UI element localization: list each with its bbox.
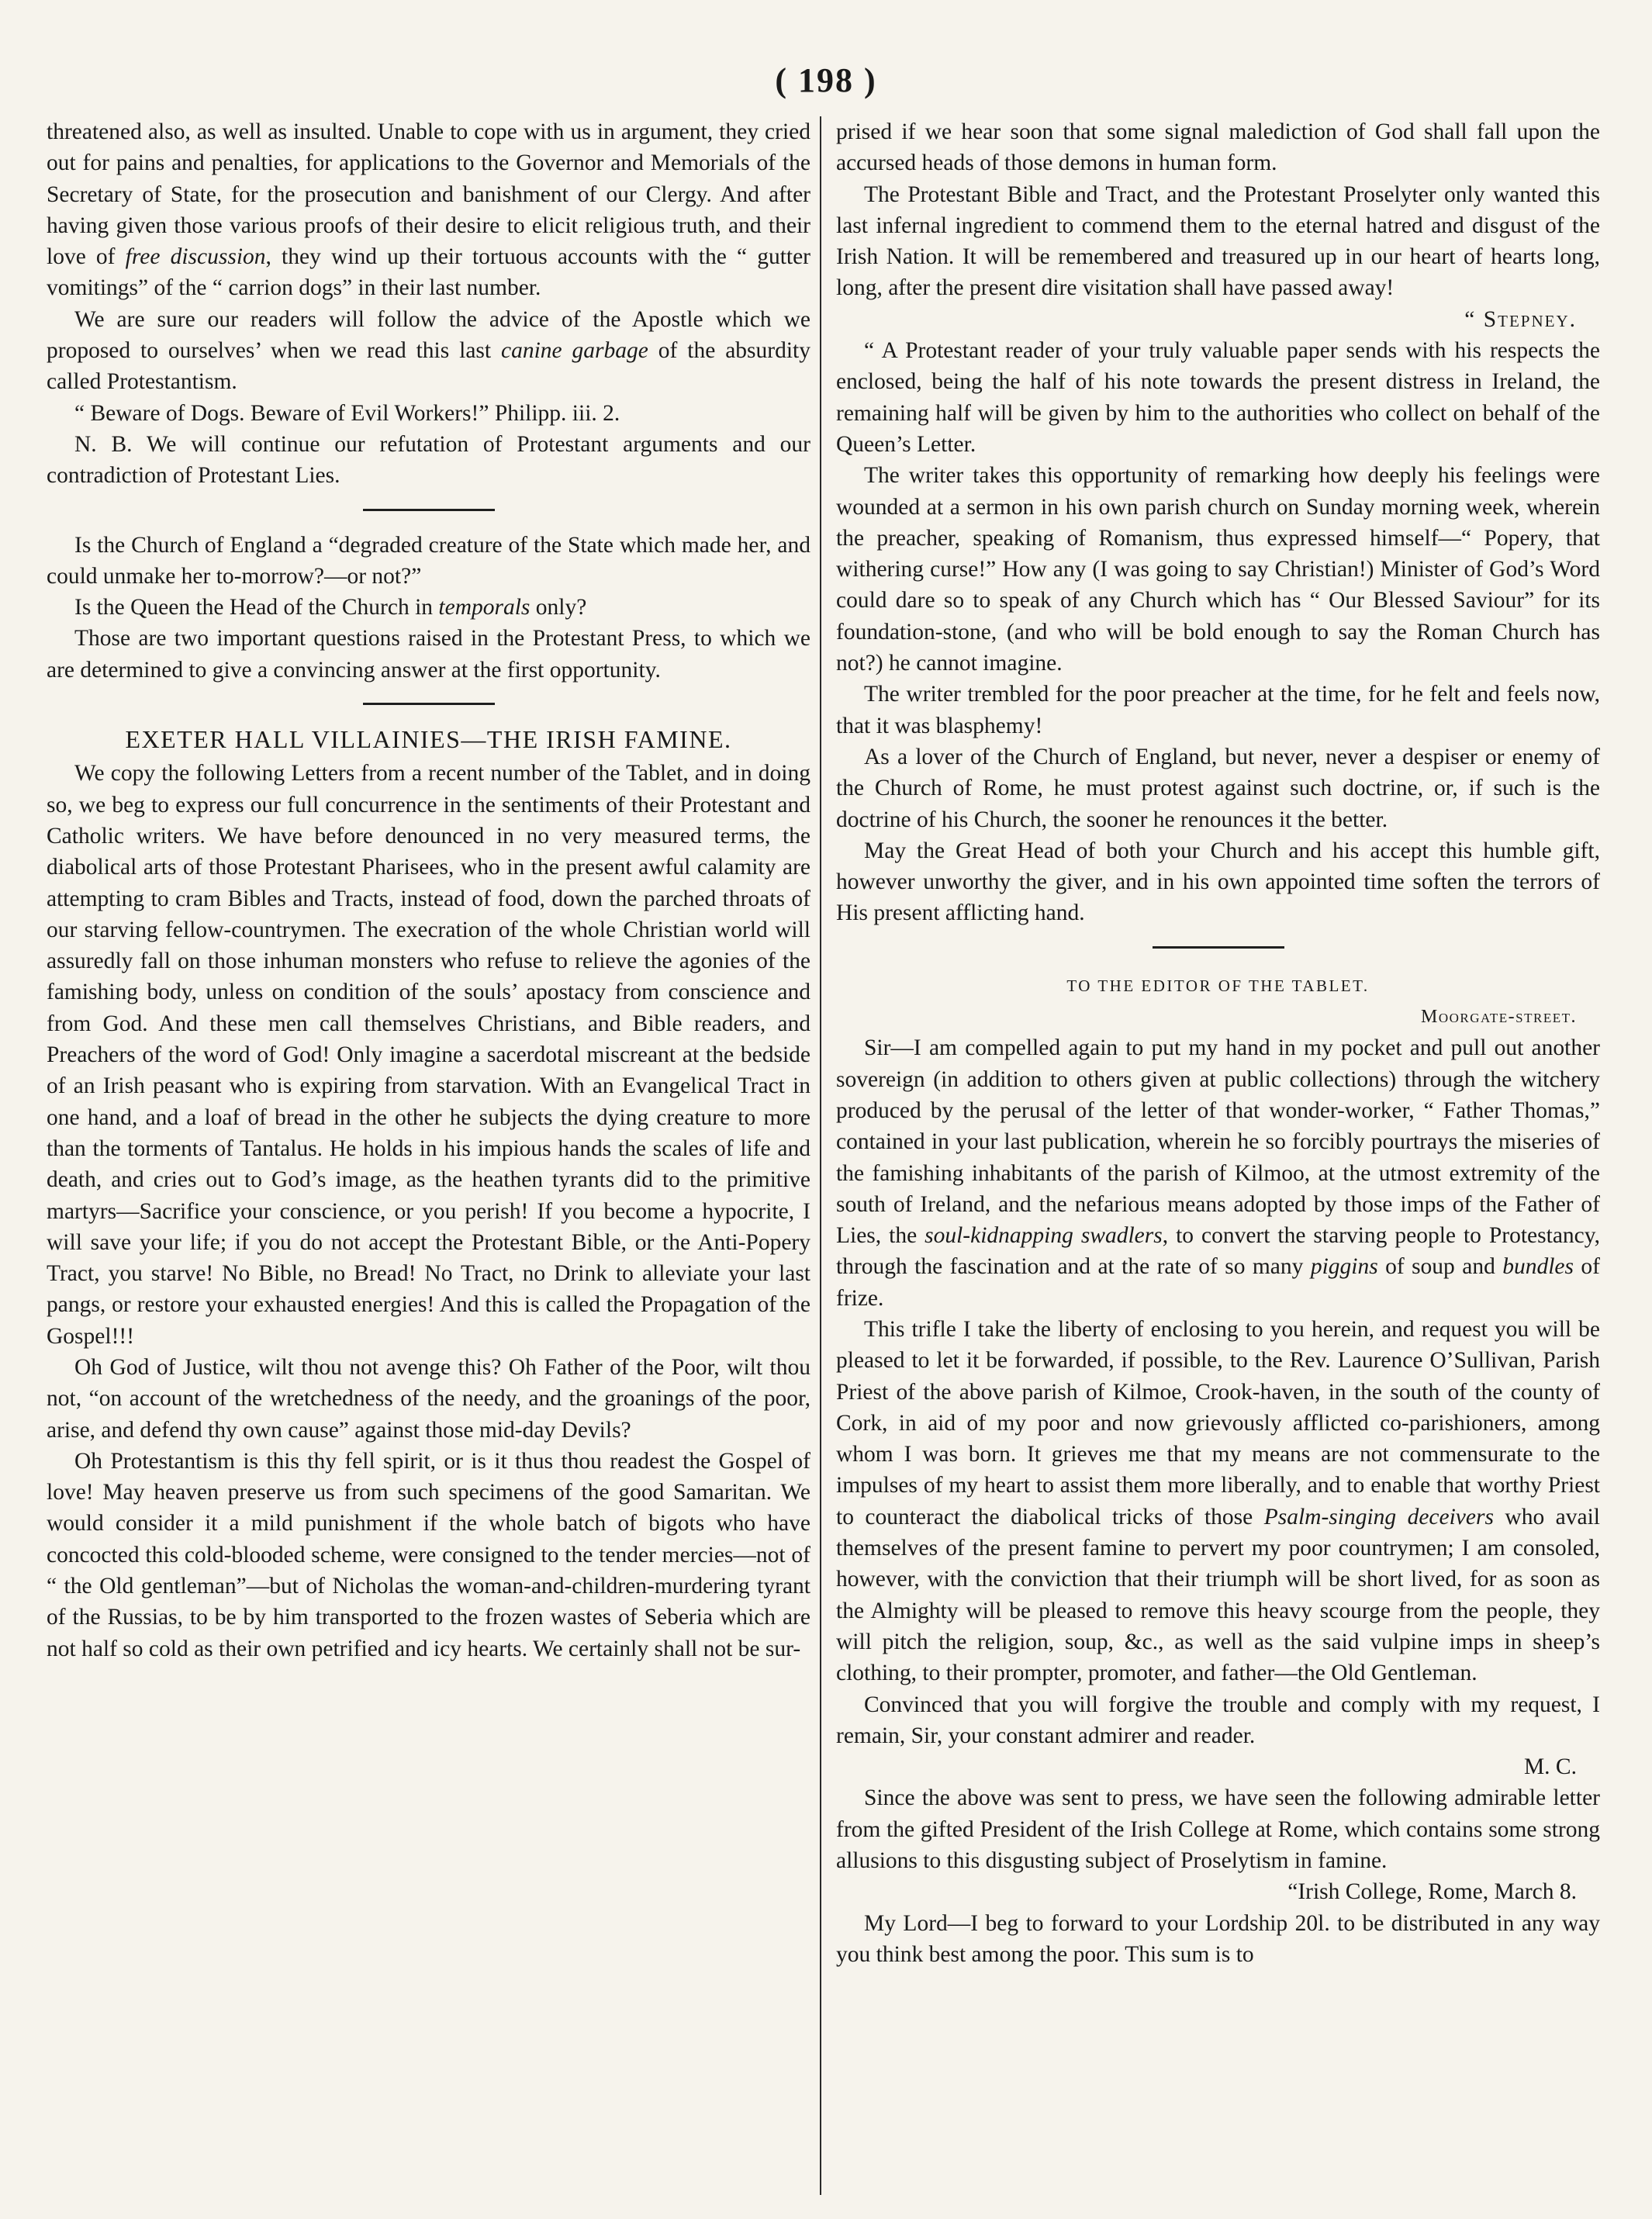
article-paragraph: We copy the following Letters from a recent number of the Tablet, and in doing so, we beg to express our full concurrence in the sentiments of their Protestant and Catholic writers. We have before denounced in no very measured terms, the diabolical arts of those Protestant Pharisees, who in the present awful calamity are attempting to cram Bibles and Tracts, instead of food, down the parched throats of our starving fellow-countrymen. The execration of the whole Christian world will assuredly fall on those inhuman monsters who refuse to relieve the agonies of the famishing body, unless on condition of the souls’ apostacy from conscience and from God. And these men call themselves Christians, and Bible readers, and Preachers of the word of God! Only imagine a sacerdotal miscreant at the bedside of an Irish peasant who is expiring from starvation. With an Evangelical Tract in one hand, and a loaf of bread in the other he subjects the dying creature to more than the torments of Tantalus. He holds in his impious hands the scales of life and death, and cries out to God’s image, as the heathen tyrants did to the primitive martyrs—Sacrifice your conscience, or you perish! If you become a hypocrite, I will save your life; if you do not accept the Protestant Bible, or the Anti-Popery Tract, you starve! No Bible, no Bread! No Tract, no Drink to alleviate your last pangs, or restore your exhausted energies! And this is called the Propagation of the Gospel!!! (47, 761, 810, 1349)
paragraph: We are sure our readers will follow the advice of the Apostle which we proposed to ourselves’ when we read this last canine garbage of the absurdity called Protestantism. (47, 306, 810, 395)
letter-heading: TO THE EDITOR OF THE TABLET. (1066, 976, 1370, 995)
article-paragraph: Oh Protestantism is this thy fell spirit, or is it thus thou readest the Gospel of love! May heaven preserve us from such specimens of the good Samaritan. We would consider it a mild punishment if the whole batch of bigots who have concocted this cold-blooded scheme, were consigned to the tender mercies—not of “ the Old gentleman”—but of Nicholas the woman-and-children-murdering tyrant of the Russias, to be by him transported to the frozen wastes of Seberia which are not half so cold as their own petrified and icy hearts. We certainly shall not be sur- (47, 1448, 810, 1661)
section-rule (363, 703, 495, 705)
paragraph: Since the above was sent to press, we have seen the following admirable letter from the gifted President of the Irish College at Rome, which contains some strong allusions to this disgusting subject of Proselytism in famine. (836, 1785, 1600, 1874)
letter-paragraph: My Lord—I beg to forward to your Lordship 20l. to be distributed in any way you think best among the poor. This sum is to (836, 1910, 1600, 1967)
section-rule (363, 509, 495, 511)
paragraph: prised if we hear soon that some signal malediction of God shall fall upon the accursed heads of those demons in human form. (836, 119, 1600, 176)
page-number: ( 198 ) (775, 61, 877, 99)
left-column (47, 116, 810, 1664)
signature: “ Stepney. (1464, 306, 1577, 332)
question-paragraph: Is the Church of England a “degraded creature of the State which made her, and could unmake her to-morrow?—or not?” (47, 532, 810, 589)
right-column (836, 116, 1600, 1970)
letter-paragraph: May the Great Head of both your Church and his accept this humble gift, however unworthy the giver, and in his own appointed time soften the terrors of His present afflicting hand. (836, 838, 1600, 926)
letter-paragraph: As a lover of the Church of England, but never, never a despiser or enemy of the Church of Rome, he must protest against such doctrine, or, if such is the doctrine of his Church, the sooner he renounces it the better. (836, 744, 1600, 832)
article-paragraph: Oh God of Justice, wilt thou not avenge this? Oh Father of the Poor, wilt thou not, “on account of the wretchedness of the needy, and the groanings of the poor, arise, and defend thy own cause” against those mid-day Devils? (47, 1354, 810, 1443)
nota-bene: N. B. We will continue our refutation of Protestant arguments and our contradiction of Protestant Lies. (47, 431, 810, 489)
letter-paragraph: This trifle I take the liberty of enclosing to you herein, and request you will be pleased to let it be forwarded, if possible, to the Rev. Laurence O’Sullivan, Parish Priest of the above parish of Kilmoe, Crook-haven, in the south of the county of Cork, in aid of my poor and now grievously afflicted co-parishioners, among whom I was born. It grieves me that my means are not commensurate to the impulses of my heart to assist them more liberally, and to enable that worthy Priest to counteract the diabolical tricks of those Psalm-singing deceivers who avail themselves of the present famine to pervert my poor countrymen; I am consoled, however, with the conviction that their triumph will be short lived, for as soon as the Almighty will be pleased to remove this heavy scourge from the people, they will pitch the religion, soup, &c., as well as the said vulpine imps in sheep’s clothing, to their prompter, promoter, and father—the Old Gentleman. (836, 1316, 1601, 1686)
letter-paragraph: The writer trembled for the poor preacher at the time, for he felt and feels now, that it was blasphemy! (836, 682, 1600, 738)
letter-paragraph: Convinced that you will forgive the trouble and comply with my request, I remain, Sir, your constant admirer and reader. (836, 1692, 1600, 1748)
letter-address: Moorgate-street. (1421, 1007, 1577, 1028)
signature: M. C. (1523, 1754, 1577, 1780)
article-headline: EXETER HALL VILLAINIES—THE IRISH FAMINE. (125, 725, 732, 754)
section-rule (1153, 946, 1284, 949)
question-paragraph: Is the Queen the Head of the Church in temporals only? (74, 595, 587, 620)
paragraph: threatened also, as well as insulted. Unable to cope with us in argument, they cried out for pains and penalties, for applications to the Governor and Memorials of the Secretary of State, for the prosecution and banishment of our Clergy. And after having given those various proofs of their desire to elicit religious truth, and their love of free discussion, they wind up their tortuous accounts with the “ gutter vomitings” of the “ carrion dogs” in their last number. (47, 119, 810, 301)
scripture-quote: “ Beware of Dogs. Beware of Evil Workers!” Philipp. iii. 2. (74, 400, 620, 426)
column-divider (820, 116, 821, 2195)
paragraph: The Protestant Bible and Tract, and the Protestant Proselyter only wanted this last infernal ingredient to commend them to the eternal hatred and disgust of the Irish Nation. It will be remembered and treasured up in our heart of hearts long, long, after the present dire visitation shall have passed away! (836, 181, 1600, 301)
letter-paragraph: Sir—I am compelled again to put my hand in my pocket and pull out another sovereign (in addition to others given at public collections) through the witchery produced by the perusal of the letter of that wonder-worker, “ Father Thomas,” contained in your last publication, wherein he so forcibly pourtrays the miseries of the famishing inhabitants of the parish of Kilmoo, at the utmost extremity of the south of Ireland, and the nefarious means adopted by those imps of the Father of Lies, the soul-kidnapping swadlers, to convert the starving people to Protestancy, through the fascination and at the rate of so many piggins of soup and bundles of frize. (836, 1035, 1600, 1311)
letter-paragraph: “ A Protestant reader of your truly valuable paper sends with his respects the enclosed, being the half of his note towards the present distress in Ireland, the remaining half will be given by him to the authorities who collect on behalf of the Queen’s Letter. (836, 338, 1600, 457)
letter-paragraph: The writer takes this opportunity of remarking how deeply his feelings were wounded at a sermon in his own parish church on Sunday morning week, wherein the preacher, speaking of Romanism, thus expressed himself—“ Popery, that withering curse!” How any (I was going to say Christian!) Minister of God’s Word could dare so to speak of any Church which has “ Our Blessed Saviour” for its foundation-stone, (and who will be bold enough to say the Roman Church has not?) he cannot imagine. (836, 463, 1600, 676)
letter-dateline: “Irish College, Rome, March 8. (1287, 1879, 1577, 1905)
paragraph: Those are two important questions raised in the Protestant Press, to which we are determined to give a convincing answer at the first opportunity. (47, 626, 810, 683)
